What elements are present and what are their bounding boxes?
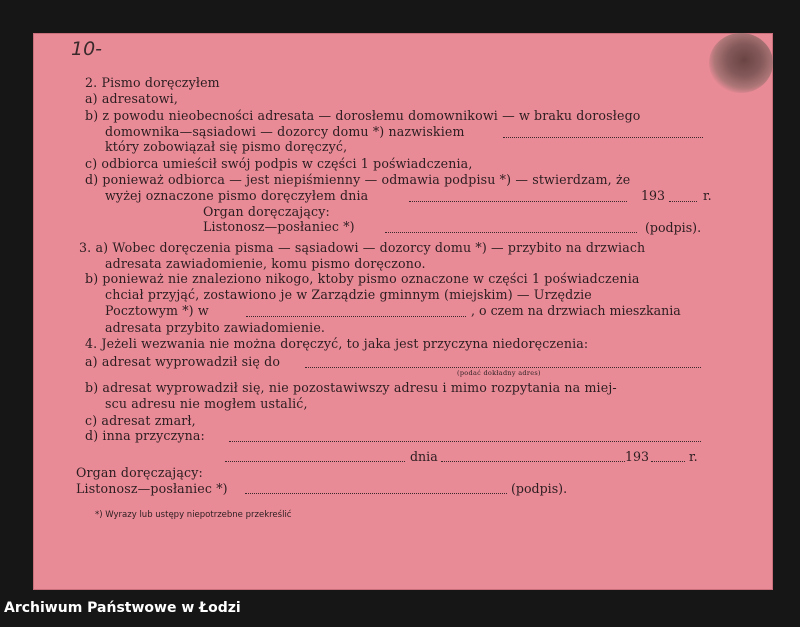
- signature-field-line[interactable]: [385, 232, 637, 233]
- signature-field-line-2[interactable]: [245, 493, 507, 494]
- new-address-field-line[interactable]: [305, 367, 701, 368]
- year-field-line[interactable]: [669, 201, 697, 202]
- section4-dnia: dnia: [410, 449, 438, 464]
- section2-d1: d) ponieważ odbiorca — jest niepiśmienny — odmawia podpisu *) — stwierdzam, że: [85, 172, 631, 187]
- section4-listonosz: Listonosz—posłaniec *): [76, 481, 228, 496]
- place-field-line[interactable]: [225, 461, 405, 462]
- year-prefix-2: 193: [625, 449, 650, 464]
- other-reason-field-line[interactable]: [229, 441, 701, 442]
- stain-mark: [709, 33, 773, 93]
- section4-podpis: (podpis).: [511, 481, 568, 496]
- section3-a2: adresata zawiadomienie, komu pismo doręczono.: [105, 256, 426, 271]
- address-hint: (podać dokładny adres): [457, 369, 541, 377]
- footnote: *) Wyrazy lub ustępy niepotrzebne przekreślić: [95, 510, 292, 520]
- section4-c: c) adresat zmarł,: [85, 413, 196, 428]
- section3-b4: adresata przybito zawiadomienie.: [105, 320, 326, 335]
- section2-c: c) odbiorca umieścił swój podpis w części 1 poświadczenia,: [85, 156, 473, 171]
- post-office-field-line[interactable]: [246, 316, 466, 317]
- archive-name: Archiwum Państwowe w Łodzi: [4, 600, 241, 616]
- section2-b1: b) z powodu nieobecności adresata — dorosłemu domownikowi — w braku dorosłego: [85, 108, 641, 123]
- date-field-line-2[interactable]: [441, 461, 625, 462]
- handwritten-number: 10-: [71, 38, 103, 60]
- section4-b2: scu adresu nie mogłem ustalić,: [105, 396, 308, 411]
- year-suffix: r.: [703, 188, 712, 203]
- section2-listonosz: Listonosz—posłaniec *): [203, 219, 355, 234]
- section2-a: a) adresatowi,: [85, 91, 178, 106]
- section4-title: 4. Jeżeli wezwania nie można doręczyć, to jaka jest przyczyna niedoręczenia:: [85, 336, 589, 351]
- section4-b1: b) adresat wyprowadził się, nie pozostawiwszy adresu i mimo rozpytania na miej-: [85, 380, 617, 395]
- year-prefix: 193: [641, 188, 666, 203]
- section3-b3: Pocztowym *) w: [105, 303, 209, 318]
- section2-title: 2. Pismo doręczyłem: [85, 75, 220, 90]
- section2-d2: wyżej oznaczone pismo doręczyłem dnia: [105, 188, 369, 203]
- section3-b3-end: , o czem na drzwiach mieszkania: [471, 303, 681, 318]
- date-field-line[interactable]: [409, 201, 627, 202]
- section3-b2: chciał przyjąć, zostawiono je w Zarządzie gminnym (miejskim) — Urzędzie: [105, 287, 592, 302]
- section4-d: d) inna przyczyna:: [85, 428, 205, 443]
- section3-b1: b) ponieważ nie znaleziono nikogo, ktoby pismo oznaczone w części 1 poświadczenia: [85, 271, 640, 286]
- section4-organ: Organ doręczający:: [76, 465, 203, 480]
- year-field-line-2[interactable]: [651, 461, 685, 462]
- year-suffix-2: r.: [689, 449, 698, 464]
- pink-form-card: [33, 33, 773, 590]
- section2-b2: domownika—sąsiadowi — dozorcy domu *) nazwiskiem: [105, 124, 465, 139]
- section3-a1: 3. a) Wobec doręczenia pisma — sąsiadowi — dozorcy domu *) — przybito na drzwiach: [79, 240, 646, 255]
- archive-footer-bar: [0, 590, 800, 627]
- name-field-line[interactable]: [503, 137, 703, 138]
- section4-a: a) adresat wyprowadził się do: [85, 354, 281, 369]
- section2-organ: Organ doręczający:: [203, 204, 330, 219]
- section2-podpis: (podpis).: [645, 220, 702, 235]
- section2-b3: który zobowiązał się pismo doręczyć,: [105, 139, 348, 154]
